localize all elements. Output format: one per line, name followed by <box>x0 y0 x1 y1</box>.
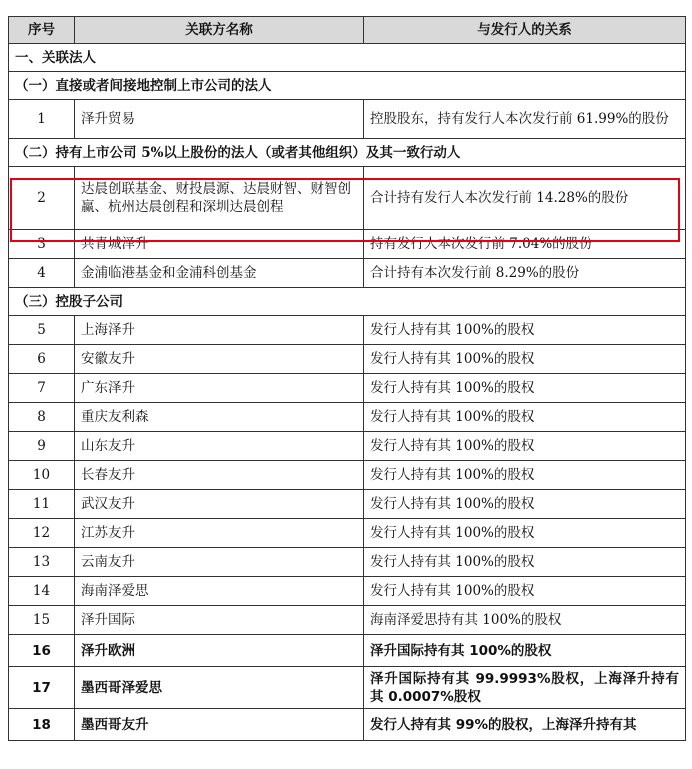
row-name: 武汉友升 <box>75 490 364 519</box>
row-num: 3 <box>9 230 75 259</box>
row-name: 安徽友升 <box>75 345 364 374</box>
table-row <box>9 403 686 432</box>
row-relation: 发行人持有其 100%的股权 <box>364 548 686 577</box>
row-num: 18 <box>9 709 75 741</box>
section-title-major-shareholders: （二）持有上市公司 5%以上股份的法人（或者其他组织）及其一致行动人 <box>9 139 686 167</box>
table-row <box>9 259 686 288</box>
row-relation: 发行人持有其 100%的股权 <box>364 316 686 345</box>
row-name: 上海泽升 <box>75 316 364 345</box>
table-row <box>9 100 686 139</box>
row-num: 5 <box>9 316 75 345</box>
row-relation: 发行人持有其 100%的股权 <box>364 345 686 374</box>
section-title-controlling-persons: （一）直接或者间接地控制上市公司的法人 <box>9 72 686 100</box>
table-row <box>9 606 686 635</box>
row-num: 14 <box>9 577 75 606</box>
row-relation: 发行人持有其 100%的股权 <box>364 432 686 461</box>
row-name: 共青城泽升 <box>75 230 364 259</box>
header-name: 关联方名称 <box>75 17 364 44</box>
section-title-subsidiaries: （三）控股子公司 <box>9 288 686 316</box>
table-row <box>9 345 686 374</box>
row-relation: 发行人持有其 99%的股权，上海泽升持有其 <box>364 709 686 741</box>
related-party-table <box>8 16 686 741</box>
row-num: 12 <box>9 519 75 548</box>
table-row <box>9 577 686 606</box>
section-row <box>9 139 686 167</box>
section-row <box>9 288 686 316</box>
row-name: 长春友升 <box>75 461 364 490</box>
row-num: 15 <box>9 606 75 635</box>
row-num: 9 <box>9 432 75 461</box>
section-row <box>9 72 686 100</box>
row-relation: 海南泽爱思持有其 100%的股权 <box>364 606 686 635</box>
row-num: 11 <box>9 490 75 519</box>
table-row <box>9 461 686 490</box>
row-name: 山东友升 <box>75 432 364 461</box>
row-name: 达晨创联基金、财投晨源、达晨财智、财智创赢、杭州达晨创程和深圳达晨创程 <box>75 167 364 230</box>
section-title-related-legal-persons: 一、关联法人 <box>9 44 686 72</box>
table-row <box>9 374 686 403</box>
table-row <box>9 709 686 741</box>
header-num: 序号 <box>9 17 75 44</box>
row-relation: 合计持有本次发行前 8.29%的股份 <box>364 259 686 288</box>
row-num: 13 <box>9 548 75 577</box>
row-relation: 发行人持有其 100%的股权 <box>364 519 686 548</box>
row-relation: 发行人持有其 100%的股权 <box>364 403 686 432</box>
table-row <box>9 519 686 548</box>
row-num: 10 <box>9 461 75 490</box>
row-relation: 控股股东，持有发行人本次发行前 61.99%的股份 <box>364 100 686 139</box>
row-relation: 发行人持有其 100%的股权 <box>364 461 686 490</box>
row-num: 7 <box>9 374 75 403</box>
row-num: 4 <box>9 259 75 288</box>
table-row <box>9 316 686 345</box>
row-relation: 泽升国际持有其 99.9993%股权，上海泽升持有其 0.0007%股权 <box>364 667 686 709</box>
row-name: 泽升贸易 <box>75 100 364 139</box>
row-relation: 泽升国际持有其 100%的股权 <box>364 635 686 667</box>
row-name: 泽升欧洲 <box>75 635 364 667</box>
table-row-highlighted <box>9 167 686 230</box>
table-row <box>9 230 686 259</box>
row-name: 云南友升 <box>75 548 364 577</box>
table-row <box>9 490 686 519</box>
row-relation: 合计持有发行人本次发行前 14.28%的股份 <box>364 167 686 230</box>
header-relation: 与发行人的关系 <box>364 17 686 44</box>
row-name: 泽升国际 <box>75 606 364 635</box>
row-relation: 发行人持有其 100%的股权 <box>364 577 686 606</box>
row-name: 海南泽爱思 <box>75 577 364 606</box>
row-num: 16 <box>9 635 75 667</box>
table-header-row <box>9 17 686 44</box>
row-name: 金浦临港基金和金浦科创基金 <box>75 259 364 288</box>
row-num: 1 <box>9 100 75 139</box>
table-row <box>9 548 686 577</box>
row-num: 2 <box>9 167 75 230</box>
row-name: 重庆友利森 <box>75 403 364 432</box>
row-name: 墨西哥泽爱思 <box>75 667 364 709</box>
row-relation: 发行人持有其 100%的股权 <box>364 374 686 403</box>
section-row <box>9 44 686 72</box>
row-relation: 持有发行人本次发行前 7.04%的股份 <box>364 230 686 259</box>
row-num: 8 <box>9 403 75 432</box>
row-name: 墨西哥友升 <box>75 709 364 741</box>
table-row <box>9 432 686 461</box>
row-num: 17 <box>9 667 75 709</box>
table-row <box>9 667 686 709</box>
table-row <box>9 635 686 667</box>
row-name: 江苏友升 <box>75 519 364 548</box>
row-num: 6 <box>9 345 75 374</box>
row-name: 广东泽升 <box>75 374 364 403</box>
row-relation: 发行人持有其 100%的股权 <box>364 490 686 519</box>
